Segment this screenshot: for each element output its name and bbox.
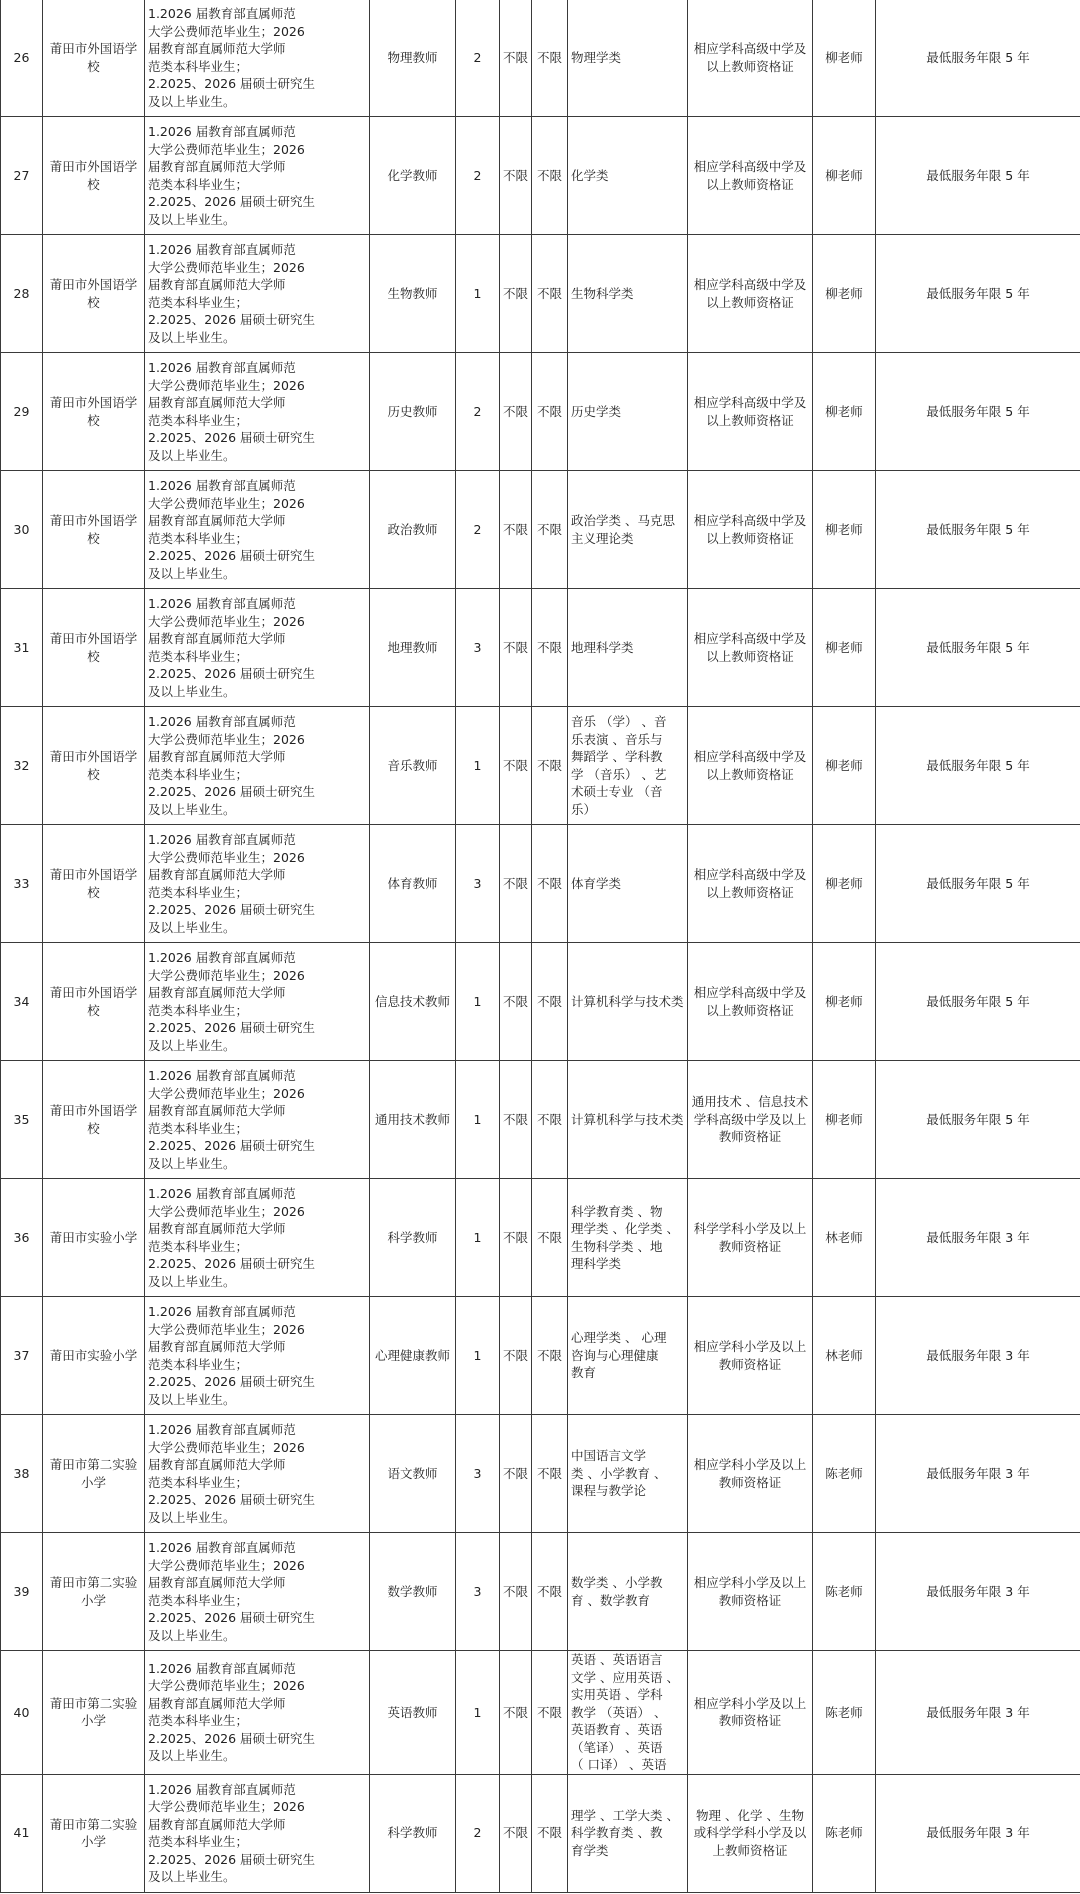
- post-title: 化学教师: [370, 117, 456, 235]
- contact-person: 林老师: [813, 1179, 876, 1297]
- post-title: 英语教师: [370, 1651, 456, 1775]
- contact-person: 柳老师: [813, 1061, 876, 1179]
- school-name: 莆田市外国语学校: [43, 0, 145, 117]
- applicant-requirements: 1.2026 届教育部直属师范 大学公费师范毕业生；2026 届教育部直属师范大学师 范类本科毕业生； 2.2025、2026 届硕士研究生 及以上毕业生。: [145, 589, 370, 707]
- degree-requirement: 不限: [532, 117, 568, 235]
- certificate-requirement: 相应学科高级中学及以上教师资格证: [688, 825, 813, 943]
- major-requirement: 计算机科学与技术类: [568, 943, 688, 1061]
- contact-person: 柳老师: [813, 825, 876, 943]
- table-row: [1, 1651, 1080, 1775]
- table-row: [1, 1297, 1080, 1415]
- certificate-requirement: 相应学科高级中学及以上教师资格证: [688, 589, 813, 707]
- major-requirement: 体育学类: [568, 825, 688, 943]
- applicant-requirements: 1.2026 届教育部直属师范 大学公费师范毕业生；2026 届教育部直属师范大学师 范类本科毕业生； 2.2025、2026 届硕士研究生 及以上毕业生。: [145, 1651, 370, 1775]
- applicant-requirements: 1.2026 届教育部直属师范 大学公费师范毕业生；2026 届教育部直属师范大学师 范类本科毕业生； 2.2025、2026 届硕士研究生 及以上毕业生。: [145, 1533, 370, 1651]
- major-requirement: 理学 、工学大类 、 科学教育类 、教 育学类: [568, 1774, 688, 1892]
- certificate-requirement: 相应学科高级中学及以上教师资格证: [688, 471, 813, 589]
- school-name: 莆田市外国语学校: [43, 353, 145, 471]
- education-requirement: 不限: [500, 1533, 532, 1651]
- education-requirement: 不限: [500, 1297, 532, 1415]
- contact-person: 柳老师: [813, 353, 876, 471]
- row-number: 33: [1, 825, 43, 943]
- applicant-requirements: 1.2026 届教育部直属师范 大学公费师范毕业生；2026 届教育部直属师范大学师 范类本科毕业生； 2.2025、2026 届硕士研究生 及以上毕业生。: [145, 1774, 370, 1892]
- education-requirement: 不限: [500, 1651, 532, 1775]
- degree-requirement: 不限: [532, 1651, 568, 1775]
- degree-requirement: 不限: [532, 1297, 568, 1415]
- table-row: [1, 825, 1080, 943]
- hiring-count: 3: [456, 825, 500, 943]
- major-requirement: 心理学类 、 心理 咨询与心理健康 教育: [568, 1297, 688, 1415]
- post-title: 语文教师: [370, 1415, 456, 1533]
- table-body: [1, 0, 1080, 1892]
- post-title: 政治教师: [370, 471, 456, 589]
- table-row: [1, 117, 1080, 235]
- major-requirement: 音乐 （学） 、音 乐表演 、音乐与 舞蹈学 、学科教 学 （音乐） 、艺 术硕士专业 （音 乐）: [568, 707, 688, 825]
- row-number: 37: [1, 1297, 43, 1415]
- hiring-count: 1: [456, 1297, 500, 1415]
- service-term: 最低服务年限 5 年: [876, 943, 1080, 1061]
- degree-requirement: 不限: [532, 1533, 568, 1651]
- contact-person: 柳老师: [813, 707, 876, 825]
- degree-requirement: 不限: [532, 1774, 568, 1892]
- school-name: 莆田市第二实验小学: [43, 1774, 145, 1892]
- certificate-requirement: 物理 、化学 、生物或科学学科小学及以上教师资格证: [688, 1774, 813, 1892]
- education-requirement: 不限: [500, 1061, 532, 1179]
- post-title: 历史教师: [370, 353, 456, 471]
- table-row: [1, 589, 1080, 707]
- major-requirement: 中国语言文学 类 、小学教育 、 课程与教学论: [568, 1415, 688, 1533]
- certificate-requirement: 相应学科小学及以上教师资格证: [688, 1651, 813, 1775]
- certificate-requirement: 相应学科高级中学及以上教师资格证: [688, 0, 813, 117]
- post-title: 数学教师: [370, 1533, 456, 1651]
- applicant-requirements: 1.2026 届教育部直属师范 大学公费师范毕业生；2026 届教育部直属师范大学师 范类本科毕业生； 2.2025、2026 届硕士研究生 及以上毕业生。: [145, 1297, 370, 1415]
- table-row: [1, 471, 1080, 589]
- education-requirement: 不限: [500, 1415, 532, 1533]
- education-requirement: 不限: [500, 1774, 532, 1892]
- degree-requirement: 不限: [532, 1061, 568, 1179]
- degree-requirement: 不限: [532, 353, 568, 471]
- table-row: [1, 1533, 1080, 1651]
- applicant-requirements: 1.2026 届教育部直属师范 大学公费师范毕业生；2026 届教育部直属师范大学师 范类本科毕业生； 2.2025、2026 届硕士研究生 及以上毕业生。: [145, 235, 370, 353]
- certificate-requirement: 相应学科高级中学及以上教师资格证: [688, 707, 813, 825]
- row-number: 34: [1, 943, 43, 1061]
- major-requirement: 政治学类 、马克思主义理论类: [568, 471, 688, 589]
- post-title: 地理教师: [370, 589, 456, 707]
- contact-person: 陈老师: [813, 1774, 876, 1892]
- contact-person: 柳老师: [813, 589, 876, 707]
- post-title: 物理教师: [370, 0, 456, 117]
- service-term: 最低服务年限 3 年: [876, 1533, 1080, 1651]
- row-number: 30: [1, 471, 43, 589]
- post-title: 生物教师: [370, 235, 456, 353]
- education-requirement: 不限: [500, 471, 532, 589]
- education-requirement: 不限: [500, 353, 532, 471]
- post-title: 心理健康教师: [370, 1297, 456, 1415]
- certificate-requirement: 相应学科高级中学及以上教师资格证: [688, 353, 813, 471]
- hiring-count: 1: [456, 1651, 500, 1775]
- row-number: 26: [1, 0, 43, 117]
- hiring-count: 2: [456, 0, 500, 117]
- certificate-requirement: 通用技术 、信息技术学科高级中学及以上教师资格证: [688, 1061, 813, 1179]
- contact-person: 陈老师: [813, 1651, 876, 1775]
- education-requirement: 不限: [500, 235, 532, 353]
- post-title: 音乐教师: [370, 707, 456, 825]
- hiring-count: 2: [456, 1774, 500, 1892]
- school-name: 莆田市第二实验小学: [43, 1415, 145, 1533]
- hiring-count: 1: [456, 235, 500, 353]
- hiring-count: 2: [456, 471, 500, 589]
- degree-requirement: 不限: [532, 0, 568, 117]
- table-row: [1, 0, 1080, 117]
- service-term: 最低服务年限 5 年: [876, 825, 1080, 943]
- school-name: 莆田市外国语学校: [43, 943, 145, 1061]
- post-title: 科学教师: [370, 1179, 456, 1297]
- degree-requirement: 不限: [532, 825, 568, 943]
- row-number: 27: [1, 117, 43, 235]
- post-title: 体育教师: [370, 825, 456, 943]
- service-term: 最低服务年限 5 年: [876, 235, 1080, 353]
- degree-requirement: 不限: [532, 235, 568, 353]
- service-term: 最低服务年限 5 年: [876, 353, 1080, 471]
- school-name: 莆田市外国语学校: [43, 471, 145, 589]
- degree-requirement: 不限: [532, 707, 568, 825]
- degree-requirement: 不限: [532, 589, 568, 707]
- row-number: 38: [1, 1415, 43, 1533]
- school-name: 莆田市外国语学校: [43, 589, 145, 707]
- service-term: 最低服务年限 3 年: [876, 1179, 1080, 1297]
- school-name: 莆田市第二实验小学: [43, 1533, 145, 1651]
- education-requirement: 不限: [500, 1179, 532, 1297]
- row-number: 28: [1, 235, 43, 353]
- service-term: 最低服务年限 3 年: [876, 1774, 1080, 1892]
- certificate-requirement: 相应学科小学及以上教师资格证: [688, 1297, 813, 1415]
- education-requirement: 不限: [500, 707, 532, 825]
- contact-person: 林老师: [813, 1297, 876, 1415]
- row-number: 29: [1, 353, 43, 471]
- applicant-requirements: 1.2026 届教育部直属师范 大学公费师范毕业生；2026 届教育部直属师范大学师 范类本科毕业生； 2.2025、2026 届硕士研究生 及以上毕业生。: [145, 117, 370, 235]
- applicant-requirements: 1.2026 届教育部直属师范 大学公费师范毕业生；2026 届教育部直属师范大学师 范类本科毕业生； 2.2025、2026 届硕士研究生 及以上毕业生。: [145, 471, 370, 589]
- row-number: 40: [1, 1651, 43, 1775]
- row-number: 41: [1, 1774, 43, 1892]
- service-term: 最低服务年限 5 年: [876, 117, 1080, 235]
- major-requirement: 科学教育类 、物 理学类 、化学类 、 生物科学类 、地 理科学类: [568, 1179, 688, 1297]
- major-requirement: 地理科学类: [568, 589, 688, 707]
- service-term: 最低服务年限 3 年: [876, 1651, 1080, 1775]
- contact-person: 柳老师: [813, 943, 876, 1061]
- hiring-count: 1: [456, 707, 500, 825]
- major-requirement: 物理学类: [568, 0, 688, 117]
- certificate-requirement: 相应学科高级中学及以上教师资格证: [688, 235, 813, 353]
- hiring-count: 1: [456, 943, 500, 1061]
- applicant-requirements: 1.2026 届教育部直属师范 大学公费师范毕业生；2026 届教育部直属师范大学师 范类本科毕业生； 2.2025、2026 届硕士研究生 及以上毕业生。: [145, 1061, 370, 1179]
- applicant-requirements: 1.2026 届教育部直属师范 大学公费师范毕业生；2026 届教育部直属师范大学师 范类本科毕业生； 2.2025、2026 届硕士研究生 及以上毕业生。: [145, 825, 370, 943]
- degree-requirement: 不限: [532, 471, 568, 589]
- major-requirement: 英语 、英语语言 文学 、应用英语 、 实用英语 、学科 教学 （英语） 、 英语教育 、英语 （笔译） 、英语 （ 口译） 、英语: [568, 1651, 688, 1775]
- row-number: 31: [1, 589, 43, 707]
- school-name: 莆田市外国语学校: [43, 235, 145, 353]
- service-term: 最低服务年限 5 年: [876, 707, 1080, 825]
- service-term: 最低服务年限 5 年: [876, 0, 1080, 117]
- service-term: 最低服务年限 3 年: [876, 1297, 1080, 1415]
- applicant-requirements: 1.2026 届教育部直属师范 大学公费师范毕业生；2026 届教育部直属师范大学师 范类本科毕业生； 2.2025、2026 届硕士研究生 及以上毕业生。: [145, 707, 370, 825]
- major-requirement: 化学类: [568, 117, 688, 235]
- major-requirement: 历史学类: [568, 353, 688, 471]
- service-term: 最低服务年限 5 年: [876, 589, 1080, 707]
- education-requirement: 不限: [500, 589, 532, 707]
- applicant-requirements: 1.2026 届教育部直属师范 大学公费师范毕业生；2026 届教育部直属师范大学师 范类本科毕业生； 2.2025、2026 届硕士研究生 及以上毕业生。: [145, 943, 370, 1061]
- row-number: 35: [1, 1061, 43, 1179]
- school-name: 莆田市外国语学校: [43, 1061, 145, 1179]
- service-term: 最低服务年限 5 年: [876, 1061, 1080, 1179]
- row-number: 32: [1, 707, 43, 825]
- certificate-requirement: 相应学科高级中学及以上教师资格证: [688, 943, 813, 1061]
- applicant-requirements: 1.2026 届教育部直属师范 大学公费师范毕业生；2026 届教育部直属师范大学师 范类本科毕业生； 2.2025、2026 届硕士研究生 及以上毕业生。: [145, 1179, 370, 1297]
- degree-requirement: 不限: [532, 1179, 568, 1297]
- hiring-count: 3: [456, 589, 500, 707]
- degree-requirement: 不限: [532, 1415, 568, 1533]
- table-row: [1, 1179, 1080, 1297]
- degree-requirement: 不限: [532, 943, 568, 1061]
- hiring-count: 3: [456, 1415, 500, 1533]
- table-row: [1, 943, 1080, 1061]
- hiring-count: 3: [456, 1533, 500, 1651]
- school-name: 莆田市实验小学: [43, 1297, 145, 1415]
- education-requirement: 不限: [500, 117, 532, 235]
- post-title: 信息技术教师: [370, 943, 456, 1061]
- table-row: [1, 1415, 1080, 1533]
- school-name: 莆田市外国语学校: [43, 117, 145, 235]
- education-requirement: 不限: [500, 825, 532, 943]
- education-requirement: 不限: [500, 943, 532, 1061]
- table-row: [1, 707, 1080, 825]
- school-name: 莆田市外国语学校: [43, 707, 145, 825]
- contact-person: 柳老师: [813, 0, 876, 117]
- school-name: 莆田市实验小学: [43, 1179, 145, 1297]
- contact-person: 柳老师: [813, 471, 876, 589]
- service-term: 最低服务年限 3 年: [876, 1415, 1080, 1533]
- major-requirement: 数学类 、小学教 育 、数学教育: [568, 1533, 688, 1651]
- row-number: 39: [1, 1533, 43, 1651]
- certificate-requirement: 相应学科高级中学及以上教师资格证: [688, 117, 813, 235]
- service-term: 最低服务年限 5 年: [876, 471, 1080, 589]
- table-row: [1, 1774, 1080, 1892]
- table-row: [1, 1061, 1080, 1179]
- certificate-requirement: 科学学科小学及以上教师资格证: [688, 1179, 813, 1297]
- table-row: [1, 353, 1080, 471]
- contact-person: 陈老师: [813, 1415, 876, 1533]
- major-requirement: 生物科学类: [568, 235, 688, 353]
- post-title: 科学教师: [370, 1774, 456, 1892]
- hiring-count: 1: [456, 1179, 500, 1297]
- school-name: 莆田市第二实验小学: [43, 1651, 145, 1775]
- row-number: 36: [1, 1179, 43, 1297]
- hiring-count: 2: [456, 117, 500, 235]
- contact-person: 柳老师: [813, 235, 876, 353]
- applicant-requirements: 1.2026 届教育部直属师范 大学公费师范毕业生；2026 届教育部直属师范大学师 范类本科毕业生； 2.2025、2026 届硕士研究生 及以上毕业生。: [145, 0, 370, 117]
- contact-person: 陈老师: [813, 1533, 876, 1651]
- hiring-count: 2: [456, 353, 500, 471]
- education-requirement: 不限: [500, 0, 532, 117]
- table-row: [1, 235, 1080, 353]
- applicant-requirements: 1.2026 届教育部直属师范 大学公费师范毕业生；2026 届教育部直属师范大学师 范类本科毕业生； 2.2025、2026 届硕士研究生 及以上毕业生。: [145, 353, 370, 471]
- certificate-requirement: 相应学科小学及以上教师资格证: [688, 1415, 813, 1533]
- major-requirement: 计算机科学与技术类: [568, 1061, 688, 1179]
- contact-person: 柳老师: [813, 117, 876, 235]
- school-name: 莆田市外国语学校: [43, 825, 145, 943]
- post-title: 通用技术教师: [370, 1061, 456, 1179]
- certificate-requirement: 相应学科小学及以上教师资格证: [688, 1533, 813, 1651]
- hiring-count: 1: [456, 1061, 500, 1179]
- applicant-requirements: 1.2026 届教育部直属师范 大学公费师范毕业生；2026 届教育部直属师范大学师 范类本科毕业生； 2.2025、2026 届硕士研究生 及以上毕业生。: [145, 1415, 370, 1533]
